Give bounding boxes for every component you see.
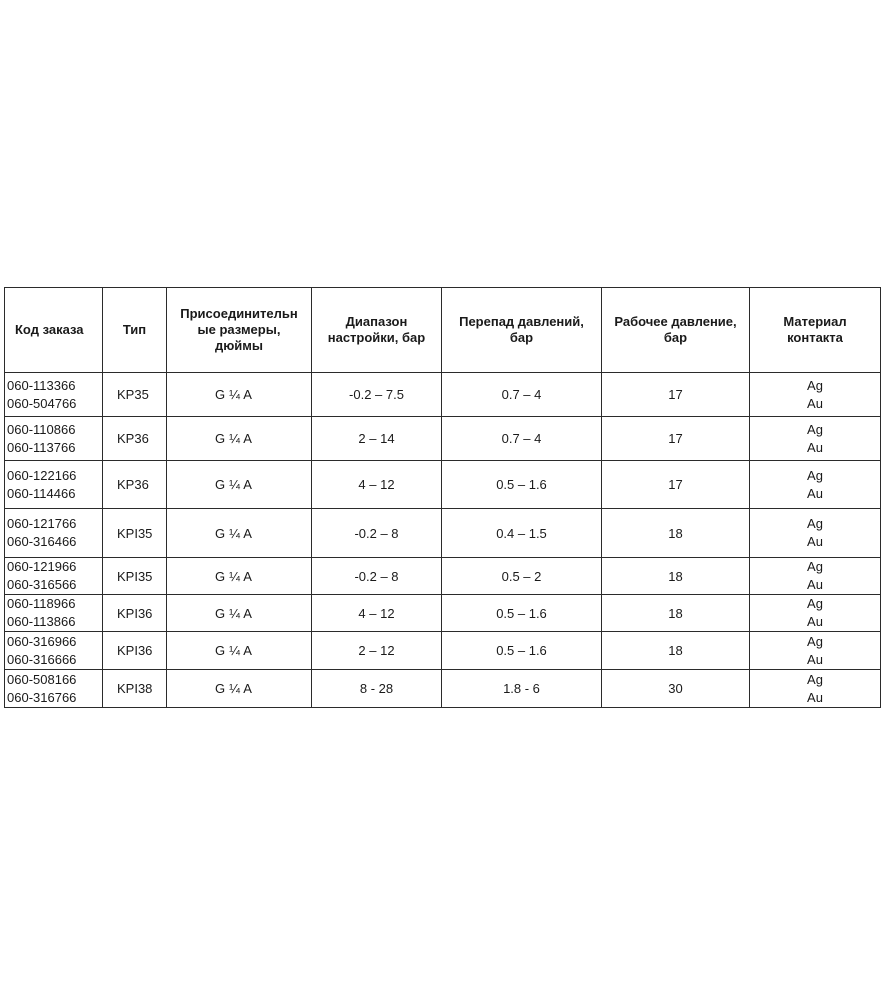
- order-code: 060-316966: [7, 633, 77, 649]
- order-code: 060-122166: [7, 467, 77, 483]
- connection-cell: G ¼ A: [167, 461, 312, 509]
- header-connection-line: ые размеры,: [197, 322, 281, 337]
- work-pressure-cell: 17: [602, 461, 750, 509]
- type-cell: KPI35: [103, 509, 167, 558]
- connection-cell: G ¼ A: [167, 595, 312, 632]
- connection-cell: G ¼ A: [167, 509, 312, 558]
- table-row: [5, 417, 881, 461]
- material: Au: [807, 485, 823, 501]
- table-row: [5, 461, 881, 509]
- table-row: [5, 595, 881, 632]
- order-code-cell: [5, 670, 103, 708]
- range-cell: -0.2 – 8: [312, 509, 442, 558]
- material: Ag: [807, 671, 823, 687]
- connection-cell: G ¼ A: [167, 670, 312, 708]
- table-row: [5, 509, 881, 558]
- header-material: [750, 288, 881, 373]
- range-cell: 2 – 12: [312, 632, 442, 670]
- work-pressure-cell: 17: [602, 417, 750, 461]
- order-code-cell: [5, 632, 103, 670]
- header-work-line: бар: [663, 330, 688, 345]
- header-connection: [167, 288, 312, 373]
- order-code: 060-316766: [7, 689, 77, 705]
- header-work: [602, 288, 750, 373]
- type-cell: KP36: [103, 417, 167, 461]
- material: Au: [807, 614, 823, 629]
- order-code: 060-110866: [7, 421, 76, 437]
- table-row: [5, 373, 881, 417]
- header-code: Код заказа: [5, 288, 103, 373]
- diff-cell: 0.4 – 1.5: [442, 509, 602, 558]
- table-row: [5, 558, 881, 595]
- table-row: [5, 632, 881, 670]
- material: Ag: [807, 516, 823, 531]
- material-cell: [750, 632, 881, 670]
- range-cell: 4 – 12: [312, 461, 442, 509]
- header-material-line: контакта: [787, 330, 843, 345]
- work-pressure-cell: 18: [602, 595, 750, 632]
- work-pressure-cell: 18: [602, 509, 750, 558]
- header-diff-line: бар: [509, 330, 534, 345]
- diff-cell: 0.5 – 1.6: [442, 595, 602, 632]
- order-code: 060-508166: [7, 671, 77, 687]
- material: Ag: [807, 467, 823, 483]
- work-pressure-cell: 17: [602, 373, 750, 417]
- material-cell: [750, 670, 881, 708]
- order-code: 060-121966: [7, 559, 77, 574]
- table-row: [5, 670, 881, 708]
- header-range-line: настройки, бар: [327, 330, 426, 345]
- type-cell: KPI35: [103, 558, 167, 595]
- work-pressure-cell: 30: [602, 670, 750, 708]
- order-code: 060-114466: [7, 485, 76, 501]
- range-cell: 8 - 28: [312, 670, 442, 708]
- order-code: 060-113366: [7, 377, 76, 393]
- material: Ag: [807, 377, 823, 393]
- order-code-cell: [5, 461, 103, 509]
- material: Au: [807, 395, 823, 411]
- material: Au: [807, 577, 823, 592]
- connection-cell: G ¼ A: [167, 373, 312, 417]
- material-cell: [750, 558, 881, 595]
- material: Ag: [807, 596, 823, 611]
- order-code: 060-121766: [7, 516, 77, 531]
- range-cell: -0.2 – 7.5: [312, 373, 442, 417]
- material-cell: [750, 461, 881, 509]
- order-code: 060-316566: [7, 577, 77, 592]
- diff-cell: 1.8 - 6: [442, 670, 602, 708]
- connection-cell: G ¼ A: [167, 632, 312, 670]
- spec-table: [4, 287, 881, 708]
- table-body: [5, 373, 881, 708]
- material: Ag: [807, 633, 823, 649]
- order-code-cell: [5, 373, 103, 417]
- header-connection-line: Присоединительн: [180, 306, 298, 321]
- type-cell: KPI36: [103, 632, 167, 670]
- order-code: 060-113766: [7, 439, 76, 455]
- material: Au: [807, 689, 823, 705]
- order-code: 060-316666: [7, 651, 77, 667]
- diff-cell: 0.7 – 4: [442, 373, 602, 417]
- order-code: 060-118966: [7, 596, 76, 611]
- diff-cell: 0.5 – 1.6: [442, 461, 602, 509]
- header-type: Тип: [103, 288, 167, 373]
- diff-cell: 0.5 – 1.6: [442, 632, 602, 670]
- diff-cell: 0.7 – 4: [442, 417, 602, 461]
- header-work-line: Рабочее давление,: [614, 314, 737, 329]
- order-code-cell: [5, 509, 103, 558]
- material: Au: [807, 651, 823, 667]
- header-diff-line: Перепад давлений,: [459, 314, 584, 329]
- range-cell: 2 – 14: [312, 417, 442, 461]
- range-cell: 4 – 12: [312, 595, 442, 632]
- diff-cell: 0.5 – 2: [442, 558, 602, 595]
- work-pressure-cell: 18: [602, 632, 750, 670]
- material: Ag: [807, 421, 823, 437]
- material: Au: [807, 439, 823, 455]
- material: Ag: [807, 559, 823, 574]
- type-cell: KPI38: [103, 670, 167, 708]
- connection-cell: G ¼ A: [167, 417, 312, 461]
- material-cell: [750, 509, 881, 558]
- order-code: 060-113866: [7, 614, 76, 629]
- table-header-row: [5, 288, 881, 373]
- order-code-cell: [5, 417, 103, 461]
- order-code-cell: [5, 595, 103, 632]
- type-cell: KPI36: [103, 595, 167, 632]
- material-cell: [750, 373, 881, 417]
- header-material-line: Материал: [783, 314, 847, 329]
- material-cell: [750, 417, 881, 461]
- header-range: [312, 288, 442, 373]
- order-code: 060-316466: [7, 534, 77, 549]
- work-pressure-cell: 18: [602, 558, 750, 595]
- type-cell: KP36: [103, 461, 167, 509]
- header-connection-line: дюймы: [214, 338, 264, 353]
- header-range-line: Диапазон: [345, 314, 408, 329]
- order-code: 060-504766: [7, 395, 77, 411]
- connection-cell: G ¼ A: [167, 558, 312, 595]
- material-cell: [750, 595, 881, 632]
- range-cell: -0.2 – 8: [312, 558, 442, 595]
- header-diff: [442, 288, 602, 373]
- material: Au: [807, 534, 823, 549]
- type-cell: KP35: [103, 373, 167, 417]
- order-code-cell: [5, 558, 103, 595]
